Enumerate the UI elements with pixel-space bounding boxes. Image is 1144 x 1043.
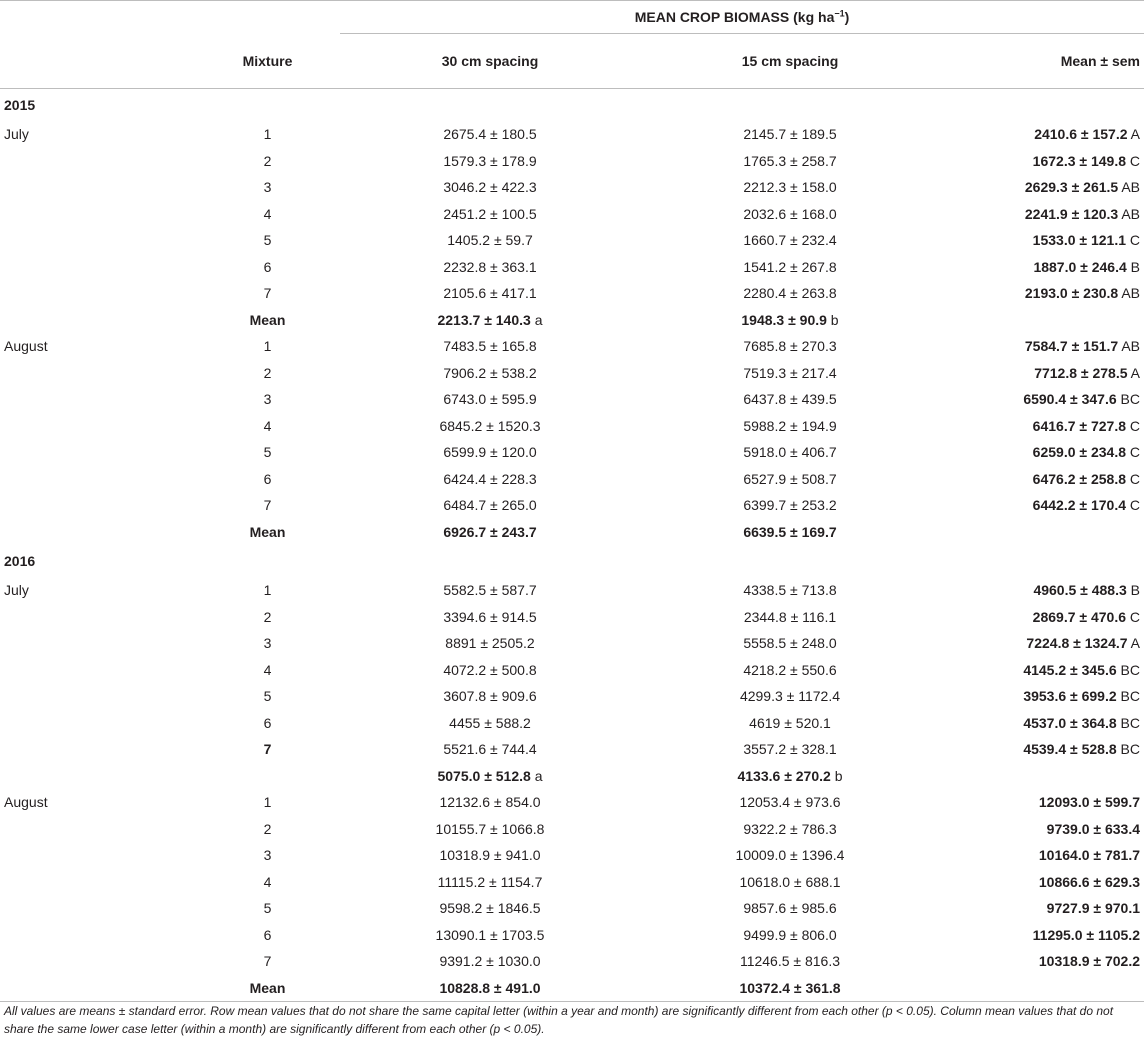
span-header: MEAN CROP BIOMASS (kg $ha^{-1}$) bbox=[340, 1, 1144, 34]
month-label: August bbox=[4, 338, 48, 354]
month-label: July bbox=[4, 126, 29, 142]
table-footnote: All values are means ± standard error. Row mean values that do not share the same capital letter (within a year and month) are significantly different from each other (p < 0.05). Column mean values that do not share the same lower case letter (within a month) are significantly different from each other (p < 0.05). bbox=[4, 1004, 1114, 1036]
table-row: 2 3394.6 ± 914.5 2344.8 ± 116.1 2869.7 ± 470.6 C bbox=[263, 608, 1140, 625]
header-mean: Mean ± sem bbox=[940, 34, 1144, 89]
year-label: 2015 bbox=[4, 97, 36, 113]
mean-row: Mean 2213.7 ± 140.3 a 1948.3 ± 90.9 b bbox=[249, 311, 839, 328]
table-row: 4 4072.2 ± 500.8 4218.2 ± 550.6 4145.2 ± 345.6 BC bbox=[263, 661, 1140, 678]
month-label: July bbox=[4, 582, 29, 598]
table-row: 6 13090.1 ± 1703.5 9499.9 ± 806.0 11295.0 ± 1105.2 bbox=[263, 926, 1140, 943]
table-row: 3 3046.2 ± 422.3 2212.3 ± 158.0 2629.3 ± 261.5 AB bbox=[263, 179, 1140, 195]
year-label: 2016 bbox=[4, 553, 36, 569]
table-row: August 1 7483.5 ± 165.8 7685.8 ± 270.3 7584.7 ± 151.7 AB bbox=[0, 333, 1144, 360]
table-row: 6 4455 ± 588.2 4619 ± 520.1 4537.0 ± 364.8 BC bbox=[263, 714, 1140, 731]
header-15cm: 15 cm spacing bbox=[640, 34, 940, 89]
year-row-2016 bbox=[0, 545, 1144, 577]
month-label: August bbox=[4, 794, 48, 810]
mean-row: 5075.0 ± 512.8 a 4133.6 ± 270.2 b bbox=[437, 767, 843, 784]
table-row: 5 6599.9 ± 120.0 5918.0 ± 406.7 6259.0 ± 234.8 C bbox=[263, 444, 1140, 460]
table-row: 4 2451.2 ± 100.5 2032.6 ± 168.0 2241.9 ± 120.3 AB bbox=[263, 205, 1140, 222]
table-row: 4 6845.2 ± 1520.3 5988.2 ± 194.9 6416.7 ± 727.8 C bbox=[263, 417, 1140, 434]
table-row: 3 8891 ± 2505.2 5558.5 ± 248.0 7224.8 ± 1324.7 A bbox=[263, 635, 1140, 651]
table-row: 5 1405.2 ± 59.7 1660.7 ± 232.4 1533.0 ± 121.1 C bbox=[263, 232, 1140, 248]
table-row: 2 10155.7 ± 1066.8 9322.2 ± 786.3 9739.0 ± 633.4 bbox=[263, 820, 1140, 837]
table-row: 6 6424.4 ± 228.3 6527.9 ± 508.7 6476.2 ± 258.8 C bbox=[263, 470, 1140, 487]
table-row: 7 9391.2 ± 1030.0 11246.5 ± 816.3 10318.9 ± 702.2 bbox=[263, 953, 1140, 969]
table-row: 7 6484.7 ± 265.0 6399.7 ± 253.2 6442.2 ± 170.4 C bbox=[263, 497, 1140, 513]
table-row: July 1 2675.4 ± 180.5 2145.7 ± 189.5 2410.6 ± 157.2 A bbox=[0, 121, 1144, 148]
table-row: 7 2105.6 ± 417.1 2280.4 ± 263.8 2193.0 ± 230.8 AB bbox=[263, 285, 1140, 301]
column-header-row bbox=[0, 34, 1144, 89]
mean-row: Mean 6926.7 ± 243.7 6639.5 ± 169.7 bbox=[249, 523, 837, 540]
table-row: 7 5521.6 ± 744.4 3557.2 ± 328.1 4539.4 ± 528.8 BC bbox=[263, 741, 1140, 757]
span-header-row bbox=[0, 1, 1144, 34]
header-30cm: 30 cm spacing bbox=[340, 34, 640, 89]
table-row: 5 3607.8 ± 909.6 4299.3 ± 1172.4 3953.6 ± 699.2 BC bbox=[263, 688, 1140, 704]
table-row: 2 7906.2 ± 538.2 7519.3 ± 217.4 7712.8 ± 278.5 A bbox=[263, 364, 1140, 381]
header-mixture: Mixture bbox=[145, 34, 340, 89]
table-row: 2 1579.3 ± 178.9 1765.3 ± 258.7 1672.3 ± 149.8 C bbox=[263, 152, 1140, 169]
table-row: 5 9598.2 ± 1846.5 9857.6 ± 985.6 9727.9 ± 970.1 bbox=[263, 900, 1140, 916]
table-row: 3 10318.9 ± 941.0 10009.0 ± 1396.4 10164.0 ± 781.7 bbox=[263, 847, 1140, 863]
year-row-2015 bbox=[0, 89, 1144, 122]
table-row: August 1 12132.6 ± 854.0 12053.4 ± 973.6 12093.0 ± 599.7 bbox=[0, 789, 1144, 816]
mean-row: Mean 10828.8 ± 491.0 10372.4 ± 361.8 bbox=[0, 975, 1144, 1002]
table-row: 3 6743.0 ± 595.9 6437.8 ± 439.5 6590.4 ± 347.6 BC bbox=[263, 391, 1140, 407]
table-row: July 1 5582.5 ± 587.7 4338.5 ± 713.8 4960.5 ± 488.3 B bbox=[0, 577, 1144, 604]
table-row: 6 2232.8 ± 363.1 1541.2 ± 267.8 1887.0 ± 246.4 B bbox=[263, 258, 1140, 275]
table-row: 4 11115.2 ± 1154.7 10618.0 ± 688.1 10866.6 ± 629.3 bbox=[263, 873, 1140, 890]
